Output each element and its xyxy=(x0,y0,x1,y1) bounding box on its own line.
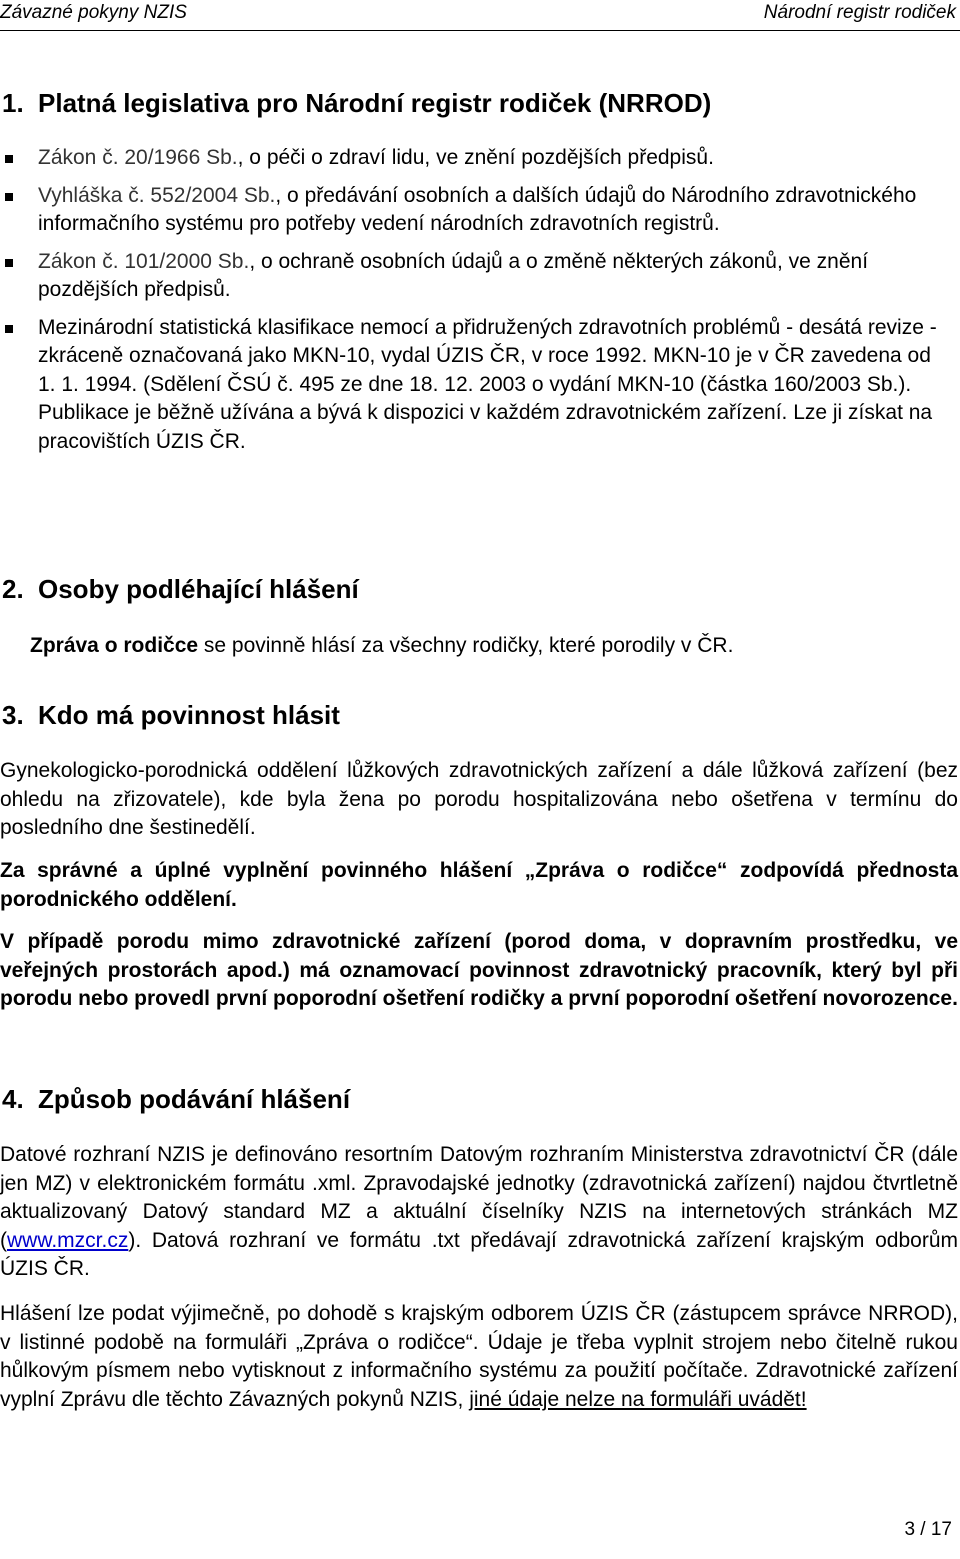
list-item xyxy=(0,314,960,457)
section-4-heading xyxy=(2,1082,350,1116)
law-name: Vyhláška č. 552/2004 Sb. xyxy=(38,183,276,207)
warning-text: jiné údaje nelze na formuláři uvádět! xyxy=(469,1387,807,1411)
submission-text: Datové rozhraní NZIS je definováno resortním Datovým rozhraním Ministerstva zdravotnictví ČR (dále jen MZ) v elektronickém formátu .xml. Zpravodajské jednotky (zdravotnická zařízení) najdou čtvrtletně aktualizovaný Datový standard MZ a aktuální číselníky NZIS na internetových stránkách MZ ( xyxy=(0,1143,958,1252)
report-name: Zpráva o rodičce xyxy=(30,634,199,657)
legislation-list xyxy=(0,144,960,465)
section-2-heading xyxy=(2,572,359,606)
section-title: Osoby podléhající hlášení xyxy=(38,574,359,604)
list-item xyxy=(0,182,960,239)
obligation-paragraph-2: Za správné a úplné vyplnění povinného hlášení „Zpráva o rodičce“ zodpovídá přednosta porodnického oddělení. xyxy=(0,859,958,911)
submission-paragraph-2 xyxy=(0,1300,958,1414)
submission-text: ). Datová rozhraní ve formátu .txt předávají zdravotnická zařízení krajským odborům ÚZIS ČR. xyxy=(0,1228,958,1281)
section-number: 4. xyxy=(2,1084,24,1114)
section-number: 3. xyxy=(2,700,24,730)
page-number: 3 / 17 xyxy=(904,1519,952,1540)
section-3-heading xyxy=(2,698,340,732)
section-title: Způsob podávání hlášení xyxy=(38,1084,351,1114)
list-item xyxy=(0,144,960,173)
header-right: Národní registr rodiček xyxy=(763,2,956,23)
scope-description: se povinně hlásí za všechny rodičky, které porodily v ČR. xyxy=(198,634,734,657)
header-left: Závazné pokyny NZIS xyxy=(0,2,187,23)
list-item xyxy=(0,248,960,305)
section-number: 1. xyxy=(2,88,24,118)
law-name: Zákon č. 101/2000 Sb. xyxy=(38,249,250,273)
paper-form-text: Hlášení lze podat výjimečně, po dohodě s krajským odborem ÚZIS ČR (zástupcem správce NRROD), v listinné podobě na formuláři „Zpráva o rodičce“. Údaje je třeba vyplnit strojem nebo čitelně rukou hůlkovým písmem nebo vytisknout z informačního systému za použití počítače. Zdravotnické zařízení vyplní Zprávu dle těchto Závazných pokynů NZIS, xyxy=(0,1302,958,1411)
law-description: , o péči o zdraví lidu, ve znění pozdějších předpisů. xyxy=(237,146,714,169)
section-title: Platná legislativa pro Národní registr rodiček (NRROD) xyxy=(38,88,712,118)
law-description: Mezinárodní statistická klasifikace nemocí a přidružených zdravotních problémů - desátá revize - zkráceně označovaná jako MKN-10, vydal ÚZIS ČR, v roce 1992. MKN-10 je v ČR zavedena od 1. 1. 1994. (Sdělení ČSÚ č. 495 ze dne 18. 12. 2003 o vydání MKN-10 (částka 160/2003 Sb.). Publikace je běžně užívána a bývá k dispozici v každém zdravotnickém zařízení. Lze ji získat na pracovištích ÚZIS ČR. xyxy=(38,315,937,453)
law-description: , o ochraně osobních údajů a o změně některých zákonů, ve znění pozdějších předpisů. xyxy=(38,249,869,301)
obligation-paragraph-3: V případě porodu mimo zdravotnické zařízení (porod doma, v dopravním prostředku, ve veřejných prostorách apod.) má oznamovací povinnost zdravotnický pracovník, který byl při porodu nebo provedl první poporodní ošetření rodičky a první poporodní ošetření novorozence. xyxy=(0,930,958,1011)
page-header xyxy=(0,0,960,31)
obligation-paragraph-1: Gynekologicko-porodnická oddělení lůžkových zdravotnických zařízení a dále lůžková zařízení (bez ohledu na zřizovatele), kde byla žena po porodu hospitalizována nebo ošetřena v termínu do posledního dne šestinedělí. xyxy=(0,759,958,840)
law-name: Zákon č. 20/1966 Sb. xyxy=(38,146,238,169)
law-description: , o předávání osobních a dalších údajů do Národního zdravotnického informačního systému pro potřeby vedení národních zdravotních registrů. xyxy=(38,183,917,235)
mzcr-link[interactable]: www.mzcr.cz xyxy=(7,1228,129,1252)
section-title: Kdo má povinnost hlásit xyxy=(38,700,340,730)
submission-paragraph-1 xyxy=(0,1141,958,1284)
section-number: 2. xyxy=(2,574,24,604)
reporting-scope-text xyxy=(30,632,958,661)
section-1-heading xyxy=(2,86,711,120)
